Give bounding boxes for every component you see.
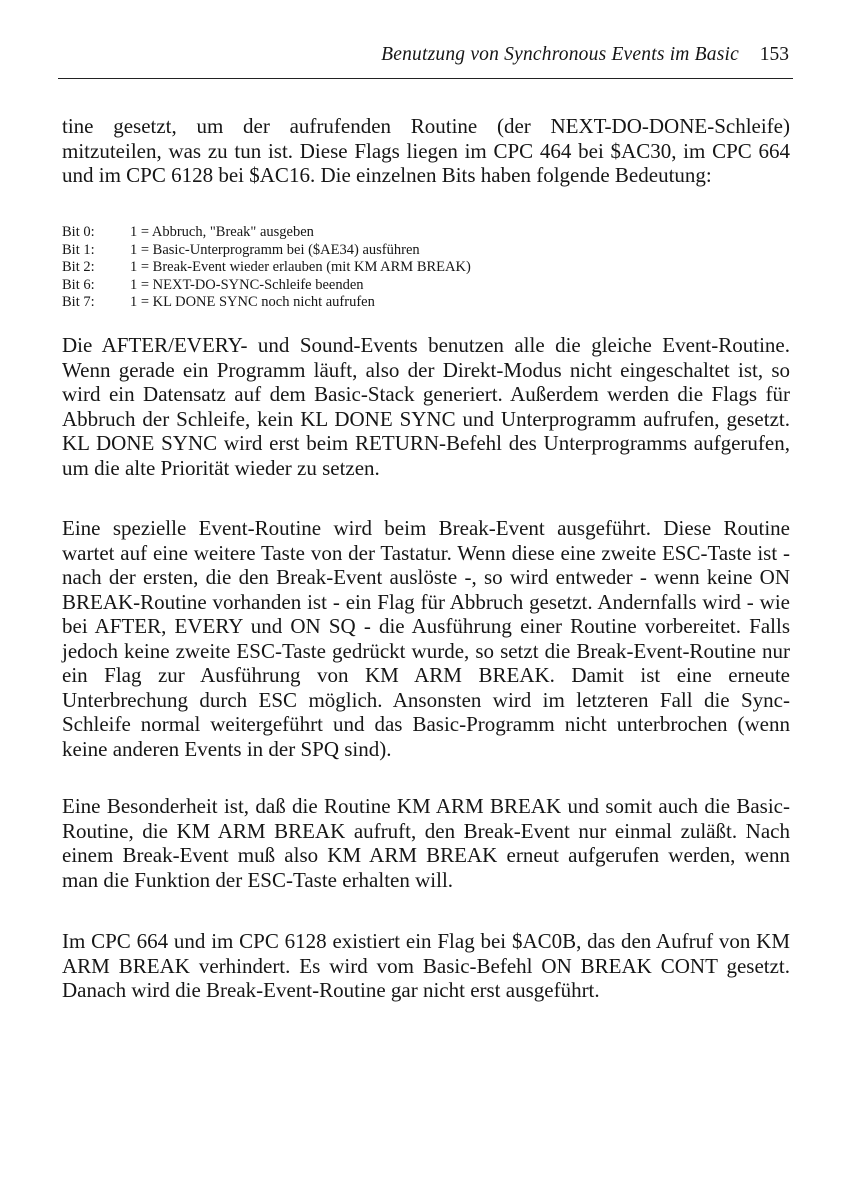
running-header bbox=[58, 38, 793, 79]
bit-description: 1 = NEXT-DO-SYNC-Schleife beenden bbox=[130, 276, 364, 293]
bit-label: Bit 0: bbox=[62, 224, 95, 240]
paragraph-flags-intro: tine gesetzt, um der aufrufenden Routine (der NEXT-DO-DONE-Schleife) mitzuteilen, was zu tun ist. Diese Flags liegen im CPC 464 bei $AC30, im CPC 664 und im CPC 6128 bei $AC16. Die einzelnen Bits haben folgende Bedeutung: bbox=[62, 114, 790, 187]
bit-description: 1 = Basic-Unterprogramm bei ($AE34) ausführen bbox=[130, 241, 420, 258]
bit-description: 1 = KL DONE SYNC noch nicht aufrufen bbox=[130, 294, 375, 311]
bit-flag-row bbox=[62, 277, 622, 295]
paragraph-on-break-cont: Im CPC 664 und im CPC 6128 existiert ein Flag bei $AC0B, das den Aufruf von KM ARM BREAK verhindert. Es wird vom Basic-Befehl ON BREAK CONT gesetzt. Danach wird die Break-Event-Routine gar nicht erst ausgeführt. bbox=[62, 929, 790, 1002]
bit-label: Bit 7: bbox=[62, 294, 95, 311]
page-number: 153 bbox=[759, 44, 789, 65]
bit-description: 1 = Break-Event wieder erlauben (mit KM ARM BREAK) bbox=[130, 259, 471, 276]
bit-flag-row bbox=[62, 224, 622, 242]
bit-flag-row bbox=[62, 242, 622, 260]
paragraph-km-arm-break: Eine Besonderheit ist, daß die Routine KM ARM BREAK und somit auch die Basic-Routine, die KM ARM BREAK aufruft, den Break-Event nur einmal zuläßt. Nach einem Break-Event muß also KM ARM BREAK erneut aufgerufen werden, wenn man die Funktion der ESC-Taste erhalten will. bbox=[62, 794, 790, 892]
bit-label: Bit 2: bbox=[62, 259, 95, 276]
bit-flag-list bbox=[62, 224, 622, 312]
bit-label: Bit 1: bbox=[62, 241, 95, 258]
paragraph-after-every-events: Die AFTER/EVERY- und Sound-Events benutzen alle die gleiche Event-Routine. Wenn gerade ein Programm läuft, also der Direkt-Modus nicht eingeschaltet ist, so wird ein Datensatz auf dem Basic-Stack generiert. Außerdem werden die Flags für Abbruch der Schleife, kein KL DONE SYNC und Unterprogramm aufrufen, gesetzt. KL DONE SYNC wird erst beim RETURN-Befehl des Unterprogramms aufgerufen, um die alte Priorität wieder zu setzen. bbox=[62, 333, 790, 480]
bit-flag-row bbox=[62, 294, 622, 312]
running-header-title: Benutzung von Synchronous Events im Basic bbox=[381, 44, 739, 65]
bit-label: Bit 6: bbox=[62, 276, 95, 293]
paragraph-break-event-routine: Eine spezielle Event-Routine wird beim Break-Event ausgeführt. Diese Routine wartet auf eine weitere Taste von der Tastatur. Wenn diese eine zweite ESC-Taste ist - nach der ersten, die den Break-Event auslöste -, so wird entweder - wenn keine ON BREAK-Routine vorhanden ist - ein Flag für Abbruch gesetzt. Andernfalls wird - wie bei AFTER, EVERY und ON SQ - die Ausführung einer Routine vorbereitet. Falls jedoch keine zweite ESC-Taste gedrückt wurde, so setzt die Break-Event-Routine nur ein Flag zur Ausführung von KM ARM BREAK. Damit ist eine erneute Unterbrechung durch ESC möglich. Ansonsten wird im letzteren Fall die Sync-Schleife normal weitergeführt und das Basic-Programm nicht unterbrochen (wenn keine anderen Events in der SPQ sind). bbox=[62, 516, 790, 761]
bit-description: 1 = Abbruch, "Break" ausgeben bbox=[130, 224, 314, 240]
bit-flag-row bbox=[62, 259, 622, 277]
